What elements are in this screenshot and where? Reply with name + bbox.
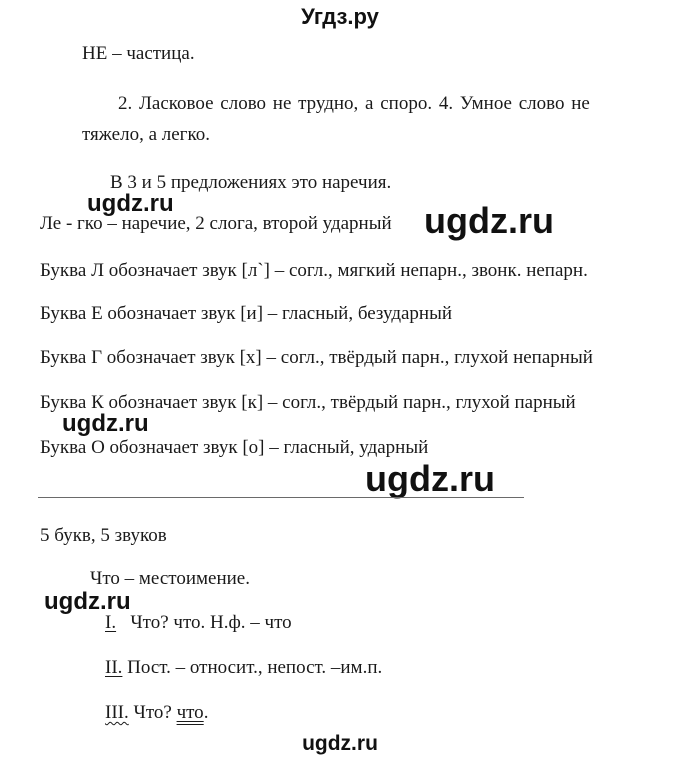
watermark: ugdz.ru <box>62 410 149 437</box>
text-line-letter-o: Буква О обозначает звук [о] – гласный, ударный <box>40 437 429 458</box>
text-line-adverbs: В 3 и 5 предложениях это наречия. <box>110 172 392 193</box>
text-line-letter-l: Буква Л обозначает звук [л`] – согл., мягкий непарн., звонк. непарн. <box>40 260 588 281</box>
site-footer: ugdz.ru <box>302 732 378 755</box>
text-line-letter-e: Буква Е обозначает звук [и] – гласный, безударный <box>40 303 453 324</box>
divider <box>38 497 524 498</box>
roman-numeral-2: II. <box>105 657 123 678</box>
watermark: ugdz.ru <box>44 588 131 615</box>
roman-numeral-1: I. <box>105 612 117 633</box>
watermark: ugdz.ru <box>424 200 554 241</box>
text-line-particle: НЕ – частица. <box>82 43 195 64</box>
analysis-line-1 <box>105 612 292 634</box>
analysis-line-2-text: Пост. – относит., непост. –им.п. <box>127 657 383 678</box>
analysis-line-3 <box>105 702 208 724</box>
watermark: ugdz.ru <box>365 458 495 499</box>
text-line-sentences-cont: тяжело, а легко. <box>82 124 210 145</box>
text-line-letter-k: Буква К обозначает звук [к] – согл., твёрдый парн., глухой парный <box>40 392 576 413</box>
text-line-syllables: Ле - гко – наречие, 2 слога, второй ударный <box>40 213 392 234</box>
watermark: ugdz.ru <box>87 190 174 217</box>
analysis-line-3-question: Что? <box>133 702 172 723</box>
text-line-letter-g: Буква Г обозначает звук [х] – согл., твёрдый парн., глухой непарный <box>40 347 593 368</box>
text-line-sentences: 2. Ласковое слово не трудно, а спорo. 4. Умное слово не <box>118 93 590 114</box>
text-line-pronoun: Что – местоимение. <box>90 568 250 589</box>
site-header: Угдз.ру <box>301 4 379 29</box>
analysis-line-3-word: что <box>176 702 204 723</box>
analysis-line-2 <box>105 657 382 679</box>
analysis-line-3-end: . <box>203 702 209 723</box>
roman-numeral-3: III. <box>105 702 129 723</box>
text-line-letters-sounds: 5 букв, 5 звуков <box>40 525 167 546</box>
analysis-line-1-text: Что? что. Н.ф. – что <box>130 612 292 633</box>
